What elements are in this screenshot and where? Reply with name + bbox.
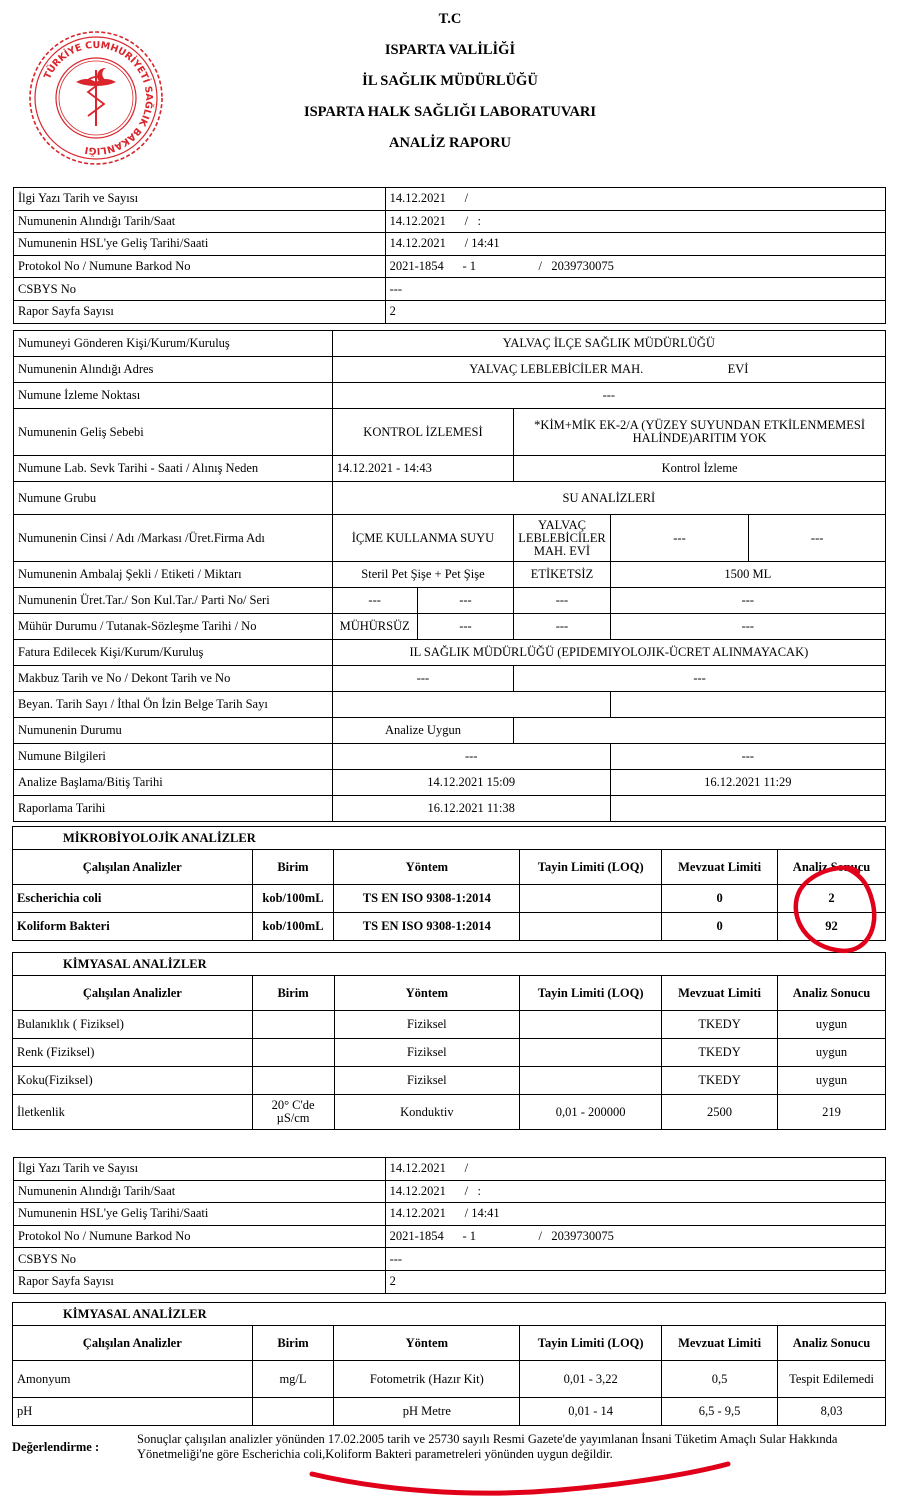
report-date-label: Raporlama Tarihi <box>14 796 333 822</box>
info-value: --- <box>385 1248 885 1271</box>
receipt-value-1: --- <box>332 666 514 692</box>
analysis-unit: mg/L <box>252 1361 334 1398</box>
status-label: Numunenin Durumu <box>14 718 333 744</box>
table-row <box>13 913 886 941</box>
table-row <box>14 1270 886 1293</box>
receipt-value-2: --- <box>514 666 886 692</box>
analysis-method: TS EN ISO 9308-1:2014 <box>334 913 520 941</box>
analysis-loq <box>520 1067 662 1095</box>
header-line-1: T.C <box>438 11 462 27</box>
table-row <box>14 640 886 666</box>
analysis-name: Escherichia coli <box>13 885 253 913</box>
info-value: 2 <box>385 300 885 323</box>
invoice-value: IL SAĞLIK MÜDÜRLÜĞÜ (EPIDEMIYOLOJIK-ÜCRET ALINMAYACAK) <box>332 640 885 666</box>
table-row <box>14 1158 886 1181</box>
pack-value-2: ETİKETSİZ <box>514 562 611 588</box>
ship-value-2: Kontrol İzleme <box>514 456 886 482</box>
address-label: Numunenin Alındığı Adres <box>14 357 333 383</box>
info-value: 14.12.2021 / : <box>385 1180 885 1203</box>
info-label: İlgi Yazı Tarih ve Sayısı <box>14 1158 386 1181</box>
report-header <box>0 8 900 163</box>
column-header: Tayin Limiti (LOQ) <box>520 1326 662 1361</box>
header-line-3: İL SAĞLIK MÜDÜRLÜĞÜ <box>362 73 538 89</box>
column-header: Tayin Limiti (LOQ) <box>520 850 662 885</box>
column-header: Yöntem <box>334 1326 520 1361</box>
column-header: Birim <box>252 976 334 1011</box>
table-row <box>14 331 886 357</box>
analysis-result: Tespit Edilemedi <box>778 1361 886 1398</box>
sample-info-value-2: --- <box>610 744 885 770</box>
group-label: Numune Grubu <box>14 482 333 515</box>
table-row <box>14 409 886 456</box>
analysis-method: Fiziksel <box>334 1067 520 1095</box>
reason-value-2: *KİM+MİK EK-2/A (YÜZEY SUYUNDAN ETKİLENMEMESİ HALİNDE)ARITIM YOK <box>514 409 886 456</box>
analysis-limit: TKEDY <box>662 1039 778 1067</box>
analysis-limit: 0,5 <box>662 1361 778 1398</box>
column-header: Analiz Sonucu <box>778 1326 886 1361</box>
table-row <box>14 692 886 718</box>
monitor-label: Numune İzleme Noktası <box>14 383 333 409</box>
analysis-loq <box>520 885 662 913</box>
seal-value-4: --- <box>610 614 885 640</box>
table-row <box>14 1225 886 1248</box>
pack-label: Numunenin Ambalaj Şekli / Etiketi / Miktarı <box>14 562 333 588</box>
table-row <box>14 255 886 278</box>
info-table-1 <box>13 187 886 324</box>
analysis-unit <box>252 1039 334 1067</box>
analysis-limit: TKEDY <box>662 1011 778 1039</box>
analysis-unit <box>252 1067 334 1095</box>
analysis-result: 8,03 <box>778 1398 886 1426</box>
info-label: İlgi Yazı Tarih ve Sayısı <box>14 188 386 211</box>
table-row <box>13 1398 886 1426</box>
seal-value-2: --- <box>417 614 514 640</box>
kind-value-3: --- <box>610 515 749 562</box>
prod-value: --- <box>417 588 514 614</box>
micro-title: MİKROBİYOLOJİK ANALİZLER <box>13 827 886 850</box>
kind-value-2: YALVAÇ LEBLEBİCİLER MAH. EVİ <box>514 515 611 562</box>
table-row <box>13 1095 886 1130</box>
info-table-2 <box>13 1157 886 1294</box>
column-header: Çalışılan Analizler <box>13 850 253 885</box>
analysis-unit <box>252 1398 334 1426</box>
analysis-limit: 6,5 - 9,5 <box>662 1398 778 1426</box>
analysis-name: Renk (Fiziksel) <box>13 1039 253 1067</box>
header-line-5: ANALİZ RAPORU <box>388 135 512 151</box>
info-value: --- <box>385 278 885 301</box>
info-label: Protokol No / Numune Barkod No <box>14 255 386 278</box>
analysis-loq: 0,01 - 14 <box>520 1398 662 1426</box>
info-label: Numunenin HSL'ye Geliş Tarihi/Saati <box>14 233 386 256</box>
column-header: Yöntem <box>334 850 520 885</box>
info-label: Numunenin Alındığı Tarih/Saat <box>14 210 386 233</box>
report-date-value: 16.12.2021 11:38 <box>332 796 610 822</box>
analysis-loq <box>520 913 662 941</box>
analysis-method: Fiziksel <box>334 1011 520 1039</box>
chem1-title: KİMYASAL ANALİZLER <box>13 953 886 976</box>
monitor-value: --- <box>332 383 885 409</box>
end-value: 16.12.2021 11:29 <box>610 770 885 796</box>
analysis-result: 219 <box>778 1095 886 1130</box>
analysis-loq <box>520 1039 662 1067</box>
address-value: YALVAÇ LEBLEBİCİLER MAH. EVİ <box>332 357 885 383</box>
analysis-result: uygun <box>778 1039 886 1067</box>
info-label: Numunenin Alındığı Tarih/Saat <box>14 1180 386 1203</box>
reason-label: Numunenin Geliş Sebebi <box>14 409 333 456</box>
table-row <box>14 718 886 744</box>
analysis-loq: 0,01 - 3,22 <box>520 1361 662 1398</box>
table-row <box>14 188 886 211</box>
analysis-limit: 0 <box>662 885 778 913</box>
sample-info-value-1: --- <box>332 744 610 770</box>
column-header: Birim <box>252 850 334 885</box>
info-label: Rapor Sayfa Sayısı <box>14 300 386 323</box>
column-header: Tayin Limiti (LOQ) <box>520 976 662 1011</box>
table-row <box>13 1011 886 1039</box>
prod-value: --- <box>514 588 611 614</box>
chemical-analysis-table-1 <box>12 952 886 1130</box>
analysis-unit: kob/100mL <box>252 913 334 941</box>
column-header: Birim <box>252 1326 334 1361</box>
info-value: 2021-1854 - 1 / 2039730075 <box>385 255 885 278</box>
info-label: Numunenin HSL'ye Geliş Tarihi/Saati <box>14 1203 386 1226</box>
table-header-row <box>13 976 886 1011</box>
decl-label: Beyan. Tarih Sayı / İthal Ön İzin Belge Tarih Sayı <box>14 692 333 718</box>
table-row <box>13 885 886 913</box>
table-row <box>14 562 886 588</box>
info-label: CSBYS No <box>14 278 386 301</box>
info-label: CSBYS No <box>14 1248 386 1271</box>
table-row <box>14 1248 886 1271</box>
table-row <box>14 482 886 515</box>
chemical-analysis-table-2 <box>12 1302 886 1426</box>
seal-text: TÜRKİYE CUMHURİYETİ SAĞLIK BAKANLIĞI <box>42 39 155 157</box>
analysis-name: Amonyum <box>13 1361 253 1398</box>
analysis-result: uygun <box>778 1011 886 1039</box>
info-label: Rapor Sayfa Sayısı <box>14 1270 386 1293</box>
sender-label: Numuneyi Gönderen Kişi/Kurum/Kuruluş <box>14 331 333 357</box>
column-header: Çalışılan Analizler <box>13 976 253 1011</box>
table-row <box>14 588 886 614</box>
sample-info-label: Numune Bilgileri <box>14 744 333 770</box>
table-row <box>14 278 886 301</box>
analysis-unit: kob/100mL <box>252 885 334 913</box>
table-row <box>14 210 886 233</box>
evaluation-label: Değerlendirme : <box>12 1440 100 1454</box>
seal-label: Mühür Durumu / Tutanak-Sözleşme Tarihi / No <box>14 614 333 640</box>
micro-analysis-table <box>12 826 886 941</box>
column-header: Çalışılan Analizler <box>13 1326 253 1361</box>
table-row <box>13 1067 886 1095</box>
analysis-name: Koliform Bakteri <box>13 913 253 941</box>
start-label: Analize Başlama/Bitiş Tarihi <box>14 770 333 796</box>
start-value: 14.12.2021 15:09 <box>332 770 610 796</box>
table-row <box>14 233 886 256</box>
table-row <box>14 300 886 323</box>
table-row <box>14 614 886 640</box>
group-value: SU ANALİZLERİ <box>332 482 885 515</box>
analysis-unit <box>252 1011 334 1039</box>
table-row <box>14 1203 886 1226</box>
analysis-limit: 2500 <box>662 1095 778 1130</box>
analysis-limit: TKEDY <box>662 1067 778 1095</box>
prod-value: --- <box>332 588 417 614</box>
info-value: 14.12.2021 / : <box>385 210 885 233</box>
table-header-row <box>13 1326 886 1361</box>
column-header: Analiz Sonucu <box>778 850 886 885</box>
table-row <box>14 515 886 562</box>
seal-value-1: MÜHÜRSÜZ <box>332 614 417 640</box>
analysis-unit: 20° C'de µS/cm <box>252 1095 334 1130</box>
table-row <box>14 770 886 796</box>
kind-label: Numunenin Cinsi / Adı /Markası /Üret.Firma Adı <box>14 515 333 562</box>
header-line-4: ISPARTA HALK SAĞLIĞI LABORATUVARI <box>303 104 597 120</box>
kind-value-1: İÇME KULLANMA SUYU <box>332 515 514 562</box>
header-line-2: ISPARTA VALİLİĞİ <box>384 42 516 58</box>
reason-value-1: KONTROL İZLEMESİ <box>332 409 514 456</box>
ship-label: Numune Lab. Sevk Tarihi - Saati / Alınış Neden <box>14 456 333 482</box>
table-row <box>14 357 886 383</box>
table-row <box>14 456 886 482</box>
info-value: 14.12.2021 / <box>385 1158 885 1181</box>
analysis-method: Fiziksel <box>334 1039 520 1067</box>
column-header: Analiz Sonucu <box>778 976 886 1011</box>
info-label: Protokol No / Numune Barkod No <box>14 1225 386 1248</box>
ship-value-1: 14.12.2021 - 14:43 <box>332 456 514 482</box>
table-row <box>14 383 886 409</box>
chem2-title: KİMYASAL ANALİZLER <box>13 1303 886 1326</box>
analysis-result: uygun <box>778 1067 886 1095</box>
invoice-label: Fatura Edilecek Kişi/Kurum/Kuruluş <box>14 640 333 666</box>
analysis-result: 2 <box>778 885 886 913</box>
red-underline-annotation <box>312 1464 728 1493</box>
info-value: 14.12.2021 / <box>385 188 885 211</box>
info-value: 14.12.2021 / 14:41 <box>385 1203 885 1226</box>
info-value: 14.12.2021 / 14:41 <box>385 233 885 256</box>
prod-value: --- <box>610 588 885 614</box>
analysis-limit: 0 <box>662 913 778 941</box>
table-row <box>13 1039 886 1067</box>
info-value: 2 <box>385 1270 885 1293</box>
analysis-name: pH <box>13 1398 253 1426</box>
column-header: Yöntem <box>334 976 520 1011</box>
table-header-row <box>13 850 886 885</box>
column-header: Mevzuat Limiti <box>662 1326 778 1361</box>
analysis-method: Konduktiv <box>334 1095 520 1130</box>
column-header: Mevzuat Limiti <box>662 850 778 885</box>
analysis-name: Koku(Fiziksel) <box>13 1067 253 1095</box>
info-value: 2021-1854 - 1 / 2039730075 <box>385 1225 885 1248</box>
pack-value-1: Steril Pet Şişe + Pet Şişe <box>332 562 514 588</box>
status-value: Analize Uygun <box>332 718 514 744</box>
evaluation-text: Sonuçlar çalışılan analizler yönünden 17.02.2005 tarih ve 25730 sayılı Resmi Gazete'de yayımlanan İnsani Tüketim Amaçlı Sular Hakkında Yönetmeliği'ne göre Escherichia coli,Koliform Bakteri parametreleri yönünden uygun değildir. <box>137 1432 838 1461</box>
pack-value-3: 1500 ML <box>610 562 885 588</box>
table-row <box>13 1361 886 1398</box>
analysis-name: Bulanıklık ( Fiziksel) <box>13 1011 253 1039</box>
table-row <box>14 1180 886 1203</box>
table-row <box>14 796 886 822</box>
analysis-method: pH Metre <box>334 1398 520 1426</box>
receipt-label: Makbuz Tarih ve No / Dekont Tarih ve No <box>14 666 333 692</box>
analysis-method: TS EN ISO 9308-1:2014 <box>334 885 520 913</box>
column-header: Mevzuat Limiti <box>662 976 778 1011</box>
analysis-method: Fotometrik (Hazır Kit) <box>334 1361 520 1398</box>
prod-label: Numunenin Üret.Tar./ Son Kul.Tar./ Parti No/ Seri <box>14 588 333 614</box>
analysis-result: 92 <box>778 913 886 941</box>
sample-info-table <box>13 330 886 822</box>
analysis-loq <box>520 1011 662 1039</box>
kind-value-4: --- <box>749 515 886 562</box>
analysis-name: İletkenlik <box>13 1095 253 1130</box>
table-row <box>14 744 886 770</box>
table-row <box>14 666 886 692</box>
seal-value-3: --- <box>514 614 611 640</box>
sender-value: YALVAÇ İLÇE SAĞLIK MÜDÜRLÜĞÜ <box>332 331 885 357</box>
analysis-loq: 0,01 - 200000 <box>520 1095 662 1130</box>
